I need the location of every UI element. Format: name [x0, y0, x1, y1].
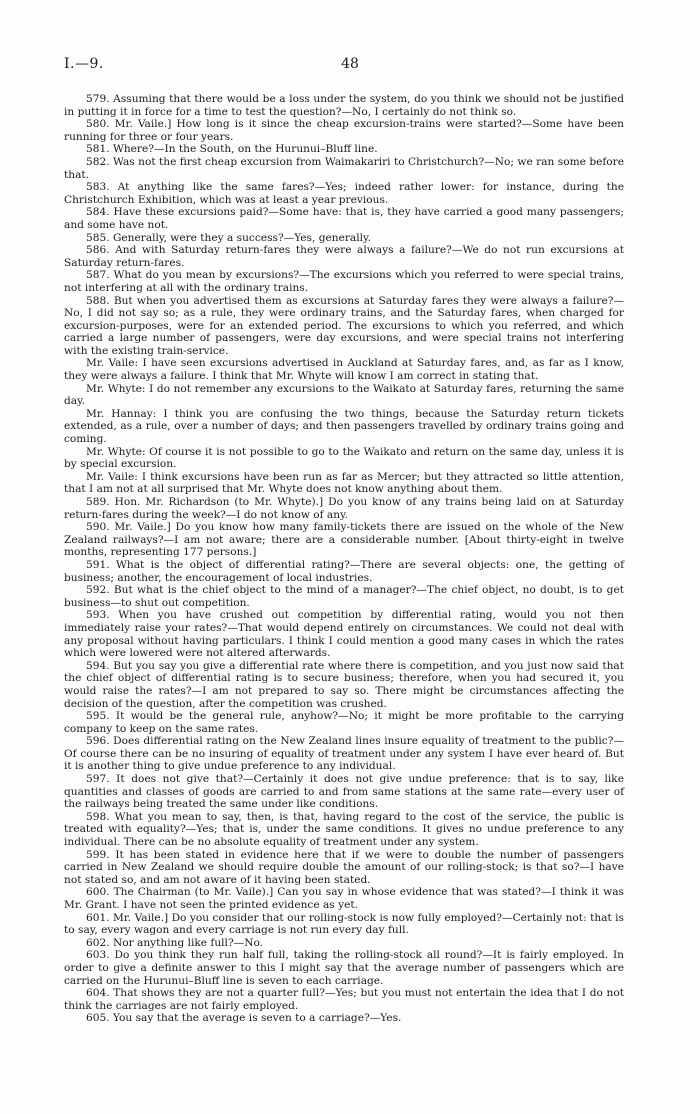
paragraph-593: 593. When you have crushed out competition by differential rating, would you not then immediately raise your rates?—That would depend entirely on circumstances. We could not deal with any proposal without having particulars. I think I could mention a good many cases in which the rates which were lowered were not altered afterwards.	[64, 609, 624, 660]
paragraph-whyte-statement-2: Mr. Whyte: Of course it is not possible to go to the Waikato and return on the same day, unless it is by special excursion.	[64, 445, 624, 471]
paragraph-590: 590. Mr. Vaile.] Do you know how many family-tickets there are issued on the whole of the New Zealand railways?—I am not aware; there are a considerable number. [About thirty-eight in twelve months, representing 177 persons.]	[64, 521, 624, 559]
paragraph-whyte-statement: Mr. Whyte: I do not remember any excursions to the Waikato at Saturday fares, returning the same day.	[64, 382, 624, 408]
paragraph-582: 582. Was not the first cheap excursion from Waimakariri to Christchurch?—No; we ran some before that.	[64, 155, 624, 181]
paragraph-vaile-statement: Mr. Vaile: I have seen excursions advertised in Auckland at Saturday fares, and, as far as I know, they were always a failure. I think that Mr. Whyte will know I am correct in stating that.	[64, 357, 624, 383]
paragraph-599: 599. It has been stated in evidence here that if we were to double the number of passengers carried in New Zealand we should require double the amount of our rolling-stock; is that so?—I have not stated so, and am not aware of it having been stated.	[64, 848, 624, 886]
paragraph-603: 603. Do you think they run half full, taking the rolling-stock all round?—It is fairly employed. In order to give a definite answer to this I might say that the average number of passengers which are carried on the Hurunui–Bluff line is seven to each carriage.	[64, 949, 624, 987]
paragraph-579: 579. Assuming that there would be a loss under the system, do you think we should not be justified in putting it in force for a time to test the question?—No, I certainly do not think so.	[64, 93, 624, 118]
page-header	[64, 56, 636, 76]
paragraph-592: 592. But what is the chief object to the mind of a manager?—The chief object, no doubt, is to get business—to shut out competition.	[64, 584, 624, 609]
paragraph-589: 589. Hon. Mr. Richardson (to Mr. Whyte).] Do you know of any trains being laid on at Saturday return-fares during the week?—I do not know of any.	[64, 496, 624, 521]
paragraph-597: 597. It does not give that?—Certainly it does not give undue preference: that is to say, like quantities and classes of goods are carried to and from same stations at the same rate—every user of the railways being treated the same under like conditions.	[64, 773, 624, 811]
paragraph-581: 581. Where?—In the South, on the Hurunui–Bluff line.	[86, 143, 378, 156]
paragraph-588: 588. But when you advertised them as excursions at Saturday fares they were always a failure?—No, I did not say so; as a rule, they were ordinary trains, and the Saturday fares, when charged for excursion-purposes, were for an extended period. The excursions to which you referred, and which carried a large number of passengers, were day excursions, and were special trains not interfering with the existing train-service.	[64, 294, 624, 357]
paragraph-584: 584. Have these excursions paid?—Some have: that is, they have carried a good many passengers; and some have not.	[64, 206, 624, 231]
document-reference: I.—9.	[64, 56, 104, 72]
paragraph-580: 580. Mr. Vaile.] How long is it since the cheap excursion-trains were started?—Some have been running for three or four years.	[64, 118, 624, 143]
paragraph-602: 602. Nor anything like full?—No.	[86, 936, 264, 949]
paragraph-598: 598. What you mean to say, then, is that, having regard to the cost of the service, the public is treated with equality?—Yes; that is, under the same conditions. It gives no undue preference to any individual. There can be no absolute equality of treatment under any system.	[64, 810, 624, 849]
paragraph-596: 596. Does differential rating on the New Zealand lines insure equality of treatment to the public?—Of course there can be no insuring of equality of treatment under any system I have ever heard of. But it is another thing to give undue preference to any individual.	[64, 735, 624, 773]
paragraph-604: 604. That shows they are not a quarter full?—Yes; but you must not entertain the idea that I do not think the carriages are not fairly employed.	[64, 987, 624, 1012]
paragraph-vaile-statement-2: Mr. Vaile: I think excursions have been run as far as Mercer; but they attracted so little attention, that I am not at all surprised that Mr. Whyte does not know anything about them.	[64, 470, 624, 496]
paragraph-583: 583. At anything like the same fares?—Yes; indeed rather lower: for instance, during the Christchurch Exhibition, which was at least a year previous.	[64, 181, 624, 206]
paragraph-595: 595. It would be the general rule, anyhow?—No; it might be more profitable to the carrying company to keep on the same rates.	[64, 710, 624, 735]
page-number: 48	[341, 56, 359, 72]
paragraph-585: 585. Generally, were they a success?—Yes, generally.	[86, 231, 371, 244]
evidence-text	[64, 93, 624, 1025]
paragraph-587: 587. What do you mean by excursions?—The excursions which you referred to were special trains, not interfering at all with the ordinary trains.	[64, 269, 624, 294]
paragraph-594: 594. But you say you give a differential rate where there is competition, and you just now said that the chief object of differential rating is to secure business; therefore, when you had secured it, you would raise the rates?—I am not prepared to say so. There might be circumstances affecting the decision of the question, after the competition was crushed.	[64, 659, 624, 710]
paragraph-586: 586. And with Saturday return-fares they were always a failure?—We do not run excursions at Saturday return-fares.	[64, 244, 624, 269]
paragraph-601: 601. Mr. Vaile.] Do you consider that our rolling-stock is now fully employed?—Certainly not: that is to say, every wagon and every carriage is not run every day full.	[64, 911, 624, 937]
paragraph-600: 600. The Chairman (to Mr. Vaile).] Can you say in whose evidence that was stated?—I think it was Mr. Grant. I have not seen the printed evidence as yet.	[64, 886, 624, 911]
paragraph-591: 591. What is the object of differential rating?—There are several objects: one, the getting of business; another, the encouragement of local industries.	[64, 558, 624, 584]
paragraph-605: 605. You say that the average is seven to a carriage?—Yes.	[86, 1012, 402, 1025]
paragraph-hannay-statement: Mr. Hannay: I think you are confusing the two things, because the Saturday return tickets extended, as a rule, over a number of days; and then passengers travelled by ordinary trains going and coming.	[64, 407, 624, 446]
